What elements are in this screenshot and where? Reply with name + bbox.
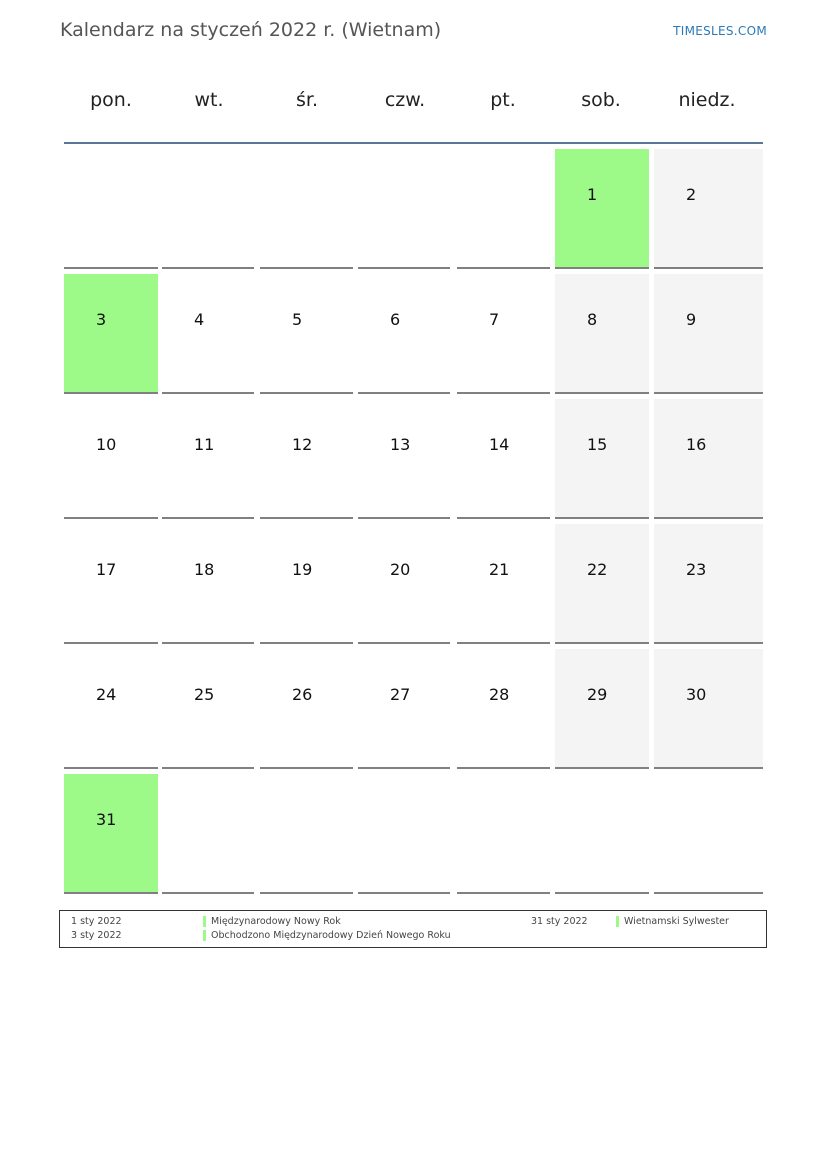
day-number: 10	[96, 435, 117, 454]
day-cell[interactable]	[260, 649, 353, 769]
day-number: 27	[390, 685, 411, 704]
empty-day-cell	[64, 149, 158, 269]
day-cell[interactable]	[555, 399, 649, 519]
weekday-thu: czw.	[384, 89, 426, 111]
day-cell[interactable]	[358, 399, 450, 519]
legend-holiday-name: Międzynarodowy Nowy Rok	[211, 916, 341, 927]
day-cell[interactable]	[64, 274, 158, 394]
day-cell[interactable]	[555, 149, 649, 269]
day-number: 18	[194, 560, 215, 579]
weekday-header	[62, 89, 764, 121]
legend-holiday-name: Wietnamski Sylwester	[624, 916, 729, 927]
day-cell[interactable]	[555, 649, 649, 769]
header-divider	[64, 142, 763, 144]
day-number: 23	[686, 560, 707, 579]
brand-link[interactable]: TIMESLES.COM	[673, 24, 767, 38]
day-cell[interactable]	[64, 649, 158, 769]
day-cell[interactable]	[555, 524, 649, 644]
empty-day-cell	[162, 149, 254, 269]
day-number: 30	[686, 685, 707, 704]
day-number: 19	[292, 560, 313, 579]
weekday-mon: pon.	[90, 89, 132, 111]
day-number: 11	[194, 435, 215, 454]
weekday-wed: śr.	[295, 89, 318, 111]
empty-day-cell	[654, 774, 763, 894]
day-number: 9	[686, 310, 697, 329]
day-cell[interactable]	[260, 524, 353, 644]
weekday-tue: wt.	[194, 89, 224, 111]
day-cell[interactable]	[555, 274, 649, 394]
day-cell[interactable]	[162, 649, 254, 769]
day-number: 17	[96, 560, 117, 579]
day-cell[interactable]	[64, 399, 158, 519]
day-cell[interactable]	[260, 274, 353, 394]
day-number: 6	[390, 310, 401, 329]
day-number: 21	[489, 560, 510, 579]
page-title: Kalendarz na styczeń 2022 r. (Wietnam)	[60, 19, 442, 41]
legend-color-marker	[203, 930, 206, 941]
weekday-sat: sob.	[581, 89, 621, 111]
day-cell[interactable]	[654, 524, 763, 644]
day-number: 29	[587, 685, 608, 704]
day-number: 5	[292, 310, 303, 329]
day-number: 1	[587, 185, 598, 204]
legend-holiday-name: Obchodzono Międzynarodowy Dzień Nowego Roku	[211, 930, 451, 941]
day-cell[interactable]	[162, 524, 254, 644]
day-number: 22	[587, 560, 608, 579]
day-number: 16	[686, 435, 707, 454]
day-cell[interactable]	[260, 399, 353, 519]
day-number: 26	[292, 685, 313, 704]
day-cell[interactable]	[654, 149, 763, 269]
empty-day-cell	[260, 149, 353, 269]
day-cell[interactable]	[358, 274, 450, 394]
day-cell[interactable]	[64, 524, 158, 644]
day-cell[interactable]	[457, 649, 550, 769]
day-number: 8	[587, 310, 598, 329]
day-number: 24	[96, 685, 117, 704]
empty-day-cell	[457, 149, 550, 269]
day-cell[interactable]	[654, 399, 763, 519]
day-number: 31	[96, 810, 117, 829]
day-number: 12	[292, 435, 313, 454]
empty-day-cell	[358, 774, 450, 894]
day-cell[interactable]	[457, 274, 550, 394]
day-number: 13	[390, 435, 411, 454]
day-cell[interactable]	[654, 274, 763, 394]
legend-date: 31 sty 2022	[531, 916, 588, 927]
day-cell[interactable]	[358, 524, 450, 644]
day-number: 14	[489, 435, 510, 454]
legend-color-marker	[203, 916, 206, 927]
empty-day-cell	[555, 774, 649, 894]
day-cell[interactable]	[162, 274, 254, 394]
day-number: 15	[587, 435, 608, 454]
day-cell[interactable]	[457, 524, 550, 644]
day-cell[interactable]	[654, 649, 763, 769]
day-number: 28	[489, 685, 510, 704]
day-number: 3	[96, 310, 107, 329]
day-number: 4	[194, 310, 205, 329]
empty-day-cell	[457, 774, 550, 894]
legend-date: 1 sty 2022	[71, 916, 122, 927]
day-number: 25	[194, 685, 215, 704]
holiday-legend	[59, 910, 767, 948]
day-number: 2	[686, 185, 697, 204]
legend-color-marker	[616, 916, 619, 927]
empty-day-cell	[162, 774, 254, 894]
day-cell[interactable]	[162, 399, 254, 519]
empty-day-cell	[358, 149, 450, 269]
day-number: 20	[390, 560, 411, 579]
legend-date: 3 sty 2022	[71, 930, 122, 941]
empty-day-cell	[260, 774, 353, 894]
day-cell[interactable]	[457, 399, 550, 519]
day-cell[interactable]	[358, 649, 450, 769]
weekday-fri: pt.	[490, 89, 516, 111]
day-number: 7	[489, 310, 500, 329]
weekday-sun: niedz.	[678, 89, 736, 111]
day-cell[interactable]	[64, 774, 158, 894]
